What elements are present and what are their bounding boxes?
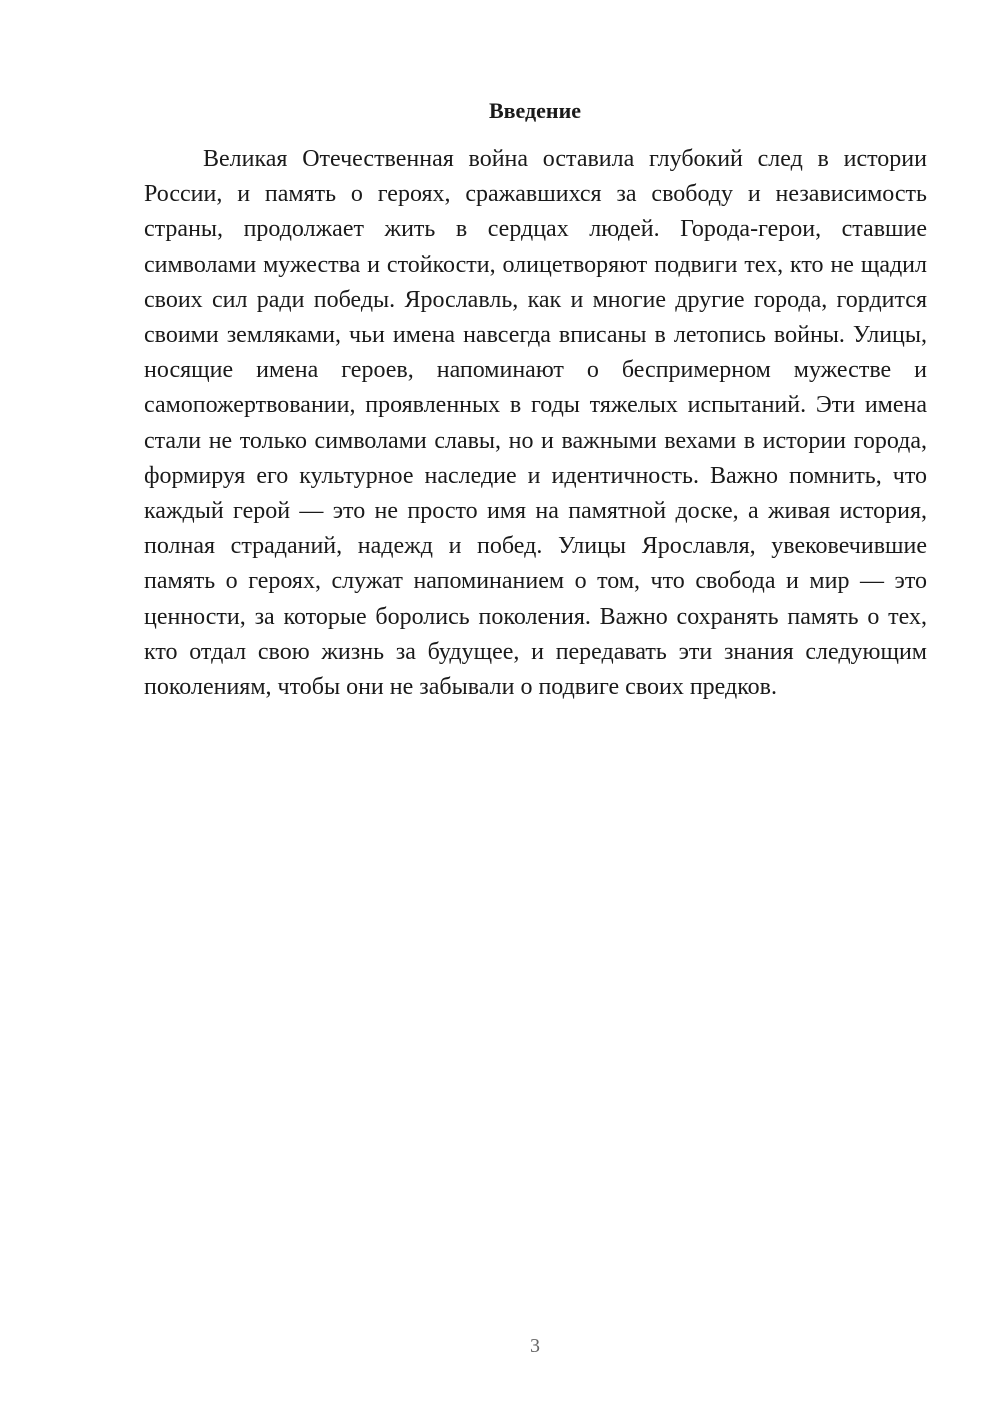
body-paragraph: Великая Отечественная война оставила глубокий след в истории России, и память о героях, сражавшихся за свободу и независимость страны, продолжает жить в сердцах людей. Города-герои, ставшие символами мужества и стойкости, олицетворяют подвиги тех, кто не щадил своих сил ради победы. Ярославль, как и многие другие города, гордится своими земляками, чьи имена навсегда вписаны в летопись войны. Улицы, носящие имена героев, напоминают о беспримерном мужестве и самопожертвовании, проявленных в годы тяжелых испытаний. Эти имена стали не только символами славы, но и важными вехами в истории города, формируя его культурное наследие и идентичность. Важно помнить, что каждый герой — это не просто имя на памятной доске, а живая история, полная страданий, надежд и побед. Улицы Ярославля, увековечившие память о героях, служат напоминанием о том, что свобода и мир — это ценности, за которые боролись поколения. Важно сохранять память о тех, кто отдал свою жизнь за будущее, и передавать эти знания следующим поколениям, чтобы они не забывали о подвиге своих предков. [144,146,927,701]
section-heading: Введение [488,98,582,123]
page-number: 3 [530,1335,540,1357]
